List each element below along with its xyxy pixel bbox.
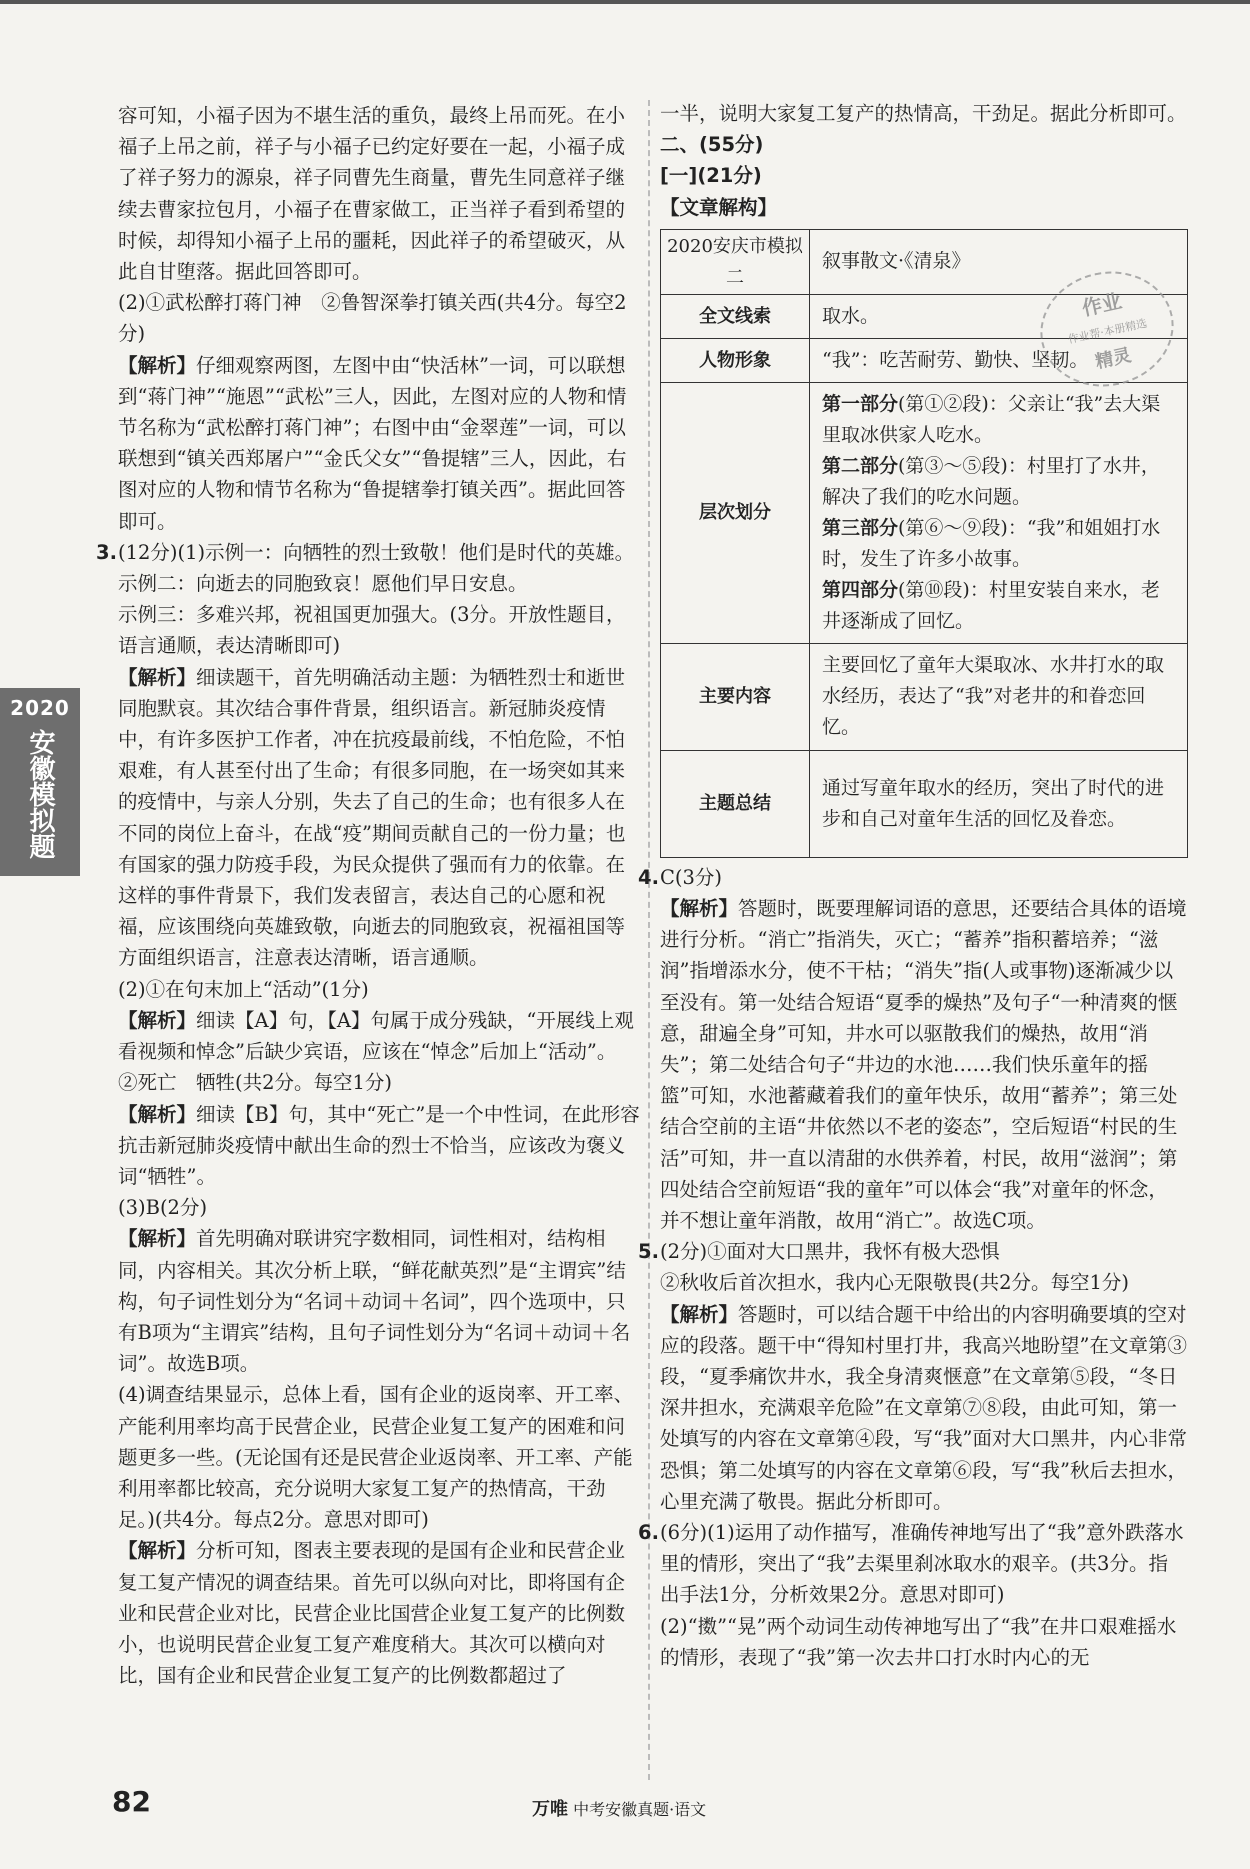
level-part — [822, 389, 1177, 451]
analysis-tag: 【解析】 — [118, 353, 197, 377]
analysis-tag: 【解析】 — [118, 1539, 197, 1563]
table-key: 人物形象 — [661, 338, 810, 382]
answer-text: (4)调查结果显示，总体上看，国有企业的返岗率、开工率、产能利用率均高于民营企业，民营企业复工复产的困难和问题更多一些。(无论国有还是民营企业返岗率、开工率、产能利用率都比较高，充分说明大家复工复产的热情高，干劲足。)(共4分。每点2分。意思对即可) — [118, 1383, 634, 1532]
table-value: 取水。 — [810, 294, 1188, 338]
table-value — [810, 382, 1188, 643]
stamp-line: 作业帮·本册精选 — [1066, 316, 1149, 347]
level-part-text: (第⑥～⑨段)：“我”和姐姐打水时，发生了许多小故事。 — [822, 516, 1161, 570]
question-3 — [96, 537, 641, 568]
question-4 — [638, 862, 1187, 893]
answer-text: 一半，说明大家复工复产的热情高，干劲足。据此分析即可。 — [660, 102, 1187, 125]
side-tab-year: 2020 — [10, 696, 70, 720]
stamp-line: 精灵 — [1093, 344, 1134, 373]
subsection-heading: [一](21分) — [660, 164, 762, 188]
level-part-title: 第三部分 — [822, 516, 899, 539]
analysis-text: 细读题干，首先明确活动主题：为牺牲烈士和逝世同胞默哀。其次结合事件背景，组织语言。新冠肺炎疫情中，有许多医护工作者，冲在抗疫最前线，不怕危险，不怕艰难，有人甚至付出了生命；有很多同胞，在一场突如其来的疫情中，与亲人分别，失去了自己的生命；也有很多人在不同的岗位上奋斗，在战“疫”期间贡献自己的一份力量；也有国家的强力防疫手段，为民众提供了强而有力的依靠。在这样的事件背景下，我们发表留言，表达自己的心愿和祝福，应该围绕向英雄致敬，向逝去的同胞致哀，祝福祖国等方面组织语言，注意表达清晰，语言通顺。 — [118, 665, 626, 970]
level-part-title: 第四部分 — [822, 578, 899, 601]
table-row — [661, 643, 1188, 750]
level-part-text: (第⑩段)：村里安装自来水，老井逐渐成了回忆。 — [822, 578, 1160, 632]
table-key: 全文线索 — [661, 294, 810, 338]
table-key: 主题总结 — [661, 750, 810, 857]
answer-text: (12分)(1)示例一：向牺牲的烈士致敬！他们是时代的英雄。 — [118, 540, 635, 564]
table-value: 通过写童年取水的经历，突出了时代的进步和自己对童年生活的回忆及眷恋。 — [810, 750, 1188, 857]
analysis-text: 仔细观察两图，左图中由“快活林”一词，可以联想到“蒋门神”“施恩”“武松”三人，因此，左图对应的人物和情节名称为“武松醉打蒋门神”；右图中由“金翠莲”一词，可以联想到“镇关西郑屠户”“金氏父女”“鲁提辖”三人，因此，右图对应的人物和情节名称为“鲁提辖拳打镇关西”。据此回答即可。 — [118, 353, 627, 533]
level-part-title: 第一部分 — [822, 392, 899, 415]
level-part-text: (第①②段)：父亲让“我”去大渠里取冰供家人吃水。 — [822, 392, 1161, 446]
page-number: 82 — [112, 1785, 151, 1818]
stamp-line: 作业 — [1079, 288, 1124, 321]
table-row — [661, 750, 1188, 857]
level-part-text: (第③～⑤段)：村里打了水井，解决了我们的吃水问题。 — [822, 454, 1160, 508]
section-heading: 二、(55分) — [660, 133, 764, 157]
answer-text: (2)①在句末加上“活动”(1分) — [118, 977, 369, 1001]
level-part — [822, 513, 1177, 575]
analysis-paragraph — [118, 1005, 641, 1067]
table-value: “我”：吃苦耐劳、勤快、坚韧。 — [810, 338, 1188, 382]
analysis-text: 分析可知，图表主要表现的是国有企业和民营企业复工复产情况的调查结果。首先可以纵向对比，即将国有企业和民营企业对比，民营企业比国营企业复工复产的比例数小，也说明民营企业复工复产难度稍大。其次可以横向对比，国有企业和民营企业复工复产的比例数都超过了 — [118, 1539, 626, 1688]
answer-text: (2分)①面对大口黑井，我怀有极大恐惧 — [660, 1240, 1000, 1264]
answer-text: (6分)(1)运用了动作描写，准确传神地写出了“我”意外跌落水里的情形，突出了“我”去渠里刹冰取水的艰辛。(共3分。指出手法1分，分析效果2分。意思对即可) — [660, 1521, 1184, 1607]
genre-cell: 叙事散文·《清泉》 — [810, 229, 1188, 294]
left-column — [96, 100, 641, 1691]
question-number: 5. — [638, 1240, 659, 1264]
analysis-paragraph — [660, 1299, 1187, 1517]
analysis-tag: 【解析】 — [660, 897, 739, 921]
question-5 — [638, 1236, 1187, 1267]
analysis-text: 首先明确对联讲究字数相同，词性相对，结构相同，内容相关。其次分析上联，“鲜花献英烈”是“主谓宾”结构，句子词性划分为“名词＋动词＋名词”，四个选项中，只有B项为“主谓宾”结构，且句子词性划分为“名词＋动词＋名词”。故选B项。 — [118, 1227, 631, 1376]
answer-text: ②秋收后首次担水，我内心无限敬畏(共2分。每空1分) — [660, 1271, 1130, 1295]
question-6 — [638, 1517, 1187, 1611]
table-key: 主要内容 — [661, 643, 810, 750]
answer-text: (2)①武松醉打蒋门神 ②鲁智深拳打镇关西(共4分。每空2分) — [118, 291, 627, 346]
analysis-text: 答题时，既要理解词语的意思，还要结合具体的语境进行分析。“消亡”指消失，灭亡；“蓄养”指积蓄培养；“滋润”指增添水分，使不干枯；“消失”指(人或事物)逐渐减少以至没有。第一处结合短语“夏季的燥热”及句子“一种清爽的惬意，甜遍全身”可知，井水可以驱散我们的燥热，故用“消失”；第二处结合句子“井边的水池……我们快乐童年的摇篮”可知，水池蓄藏着我们的童年快乐，故用“蓄养”；第三处结合空前的主语“井依然以不老的姿态”，空后短语“村民的生活”可知，井一直以清甜的水供养着，村民，故用“滋润”；第四处结合空前短语“我的童年”可以体会“我”对童年的怀念，并不想让童年消散，故用“消亡”。故选C项。 — [660, 897, 1187, 1233]
source-cell: 2020安庆市模拟二 — [661, 229, 810, 294]
question-number: 3. — [96, 540, 117, 564]
analysis-tag: 【解析】 — [118, 1102, 197, 1126]
analysis-paragraph — [118, 1099, 641, 1193]
analysis-paragraph — [118, 350, 641, 537]
side-tab — [0, 688, 80, 876]
top-rule — [0, 0, 1250, 4]
level-part — [822, 575, 1177, 637]
answer-text: (2)“擞”“晃”两个动词生动传神地写出了“我”在井口艰难摇水的情形，表现了“我”第一次去井口打水时内心的无 — [660, 1614, 1177, 1669]
answer-text: 容可知，小福子因为不堪生活的重负，最终上吊而死。在小福子上吊之前，祥子与小福子已约定好要在一起，小福子成了祥子努力的源泉，祥子同曹先生商量，曹先生同意祥子继续去曹家拉包月，小福子在曹家做工，正当祥子看到希望的时候，却得知小福子上吊的噩耗，因此祥子的希望破灭，从此自甘堕落。据此回答即可。 — [118, 104, 626, 284]
analysis-text: 答题时，可以结合题干中给出的内容明确要填的空对应的段落。题干中“得知村里打井，我高兴地盼望”在文章第③段，“夏季痛饮井水，我全身清爽惬意”在文章第⑤段，“冬日深井担水，充满艰辛危险”在文章第⑦⑧段，由此可知，第一处填写的内容在文章第④段，写“我”面对大口黑井，内心非常恐惧；第二处填写的内容在文章第⑥段，写“我”秋后去担水，心里充满了敬畏。据此分析即可。 — [660, 1302, 1187, 1513]
structure-heading: 【文章解构】 — [660, 195, 778, 219]
table-key: 层次划分 — [661, 382, 810, 643]
footer-brand — [532, 1795, 706, 1821]
analysis-tag: 【解析】 — [118, 1008, 197, 1032]
table-value: 主要回忆了童年大渠取冰、水井打水的取水经历，表达了“我”对老井的和眷恋回忆。 — [810, 643, 1188, 750]
analysis-paragraph — [118, 1535, 641, 1691]
answer-text: 示例二：向逝去的同胞致哀！愿他们早日安息。 — [118, 572, 528, 596]
analysis-tag: 【解析】 — [118, 1227, 197, 1251]
analysis-paragraph — [118, 662, 641, 974]
answer-text: 示例三：多难兴邦，祝祖国更加强大。(3分。开放性题目，语言通顺，表达清晰即可) — [118, 603, 626, 658]
question-number: 6. — [638, 1521, 659, 1545]
book-title: 中考安徽真题·语文 — [573, 1800, 707, 1819]
analysis-tag: 【解析】 — [118, 665, 197, 689]
analysis-text: 细读【A】句，【A】句属于成分残缺，“开展线上观看视频和悼念”后缺少宾语，应该在“悼念”后加上“活动”。 — [118, 1008, 634, 1064]
table-row — [661, 382, 1188, 643]
answer-text: C(3分) — [660, 865, 723, 889]
answer-text: ②死亡 牺牲(共2分。每空1分) — [118, 1071, 393, 1095]
answer-text: (3)B(2分) — [118, 1196, 208, 1220]
question-number: 4. — [638, 865, 659, 889]
level-part — [822, 451, 1177, 513]
analysis-text: 细读【B】句，其中“死亡”是一个中性词，在此形容抗击新冠肺炎疫情中献出生命的烈士不恰当，应该改为褒义词“牺牲”。 — [118, 1102, 640, 1188]
side-tab-label: 安徽模拟题 — [25, 729, 55, 859]
level-part-title: 第二部分 — [822, 454, 899, 477]
analysis-tag: 【解析】 — [660, 1302, 739, 1326]
brand-logo: 万唯 — [532, 1799, 568, 1820]
analysis-paragraph — [660, 893, 1187, 1236]
analysis-paragraph — [118, 1223, 641, 1379]
